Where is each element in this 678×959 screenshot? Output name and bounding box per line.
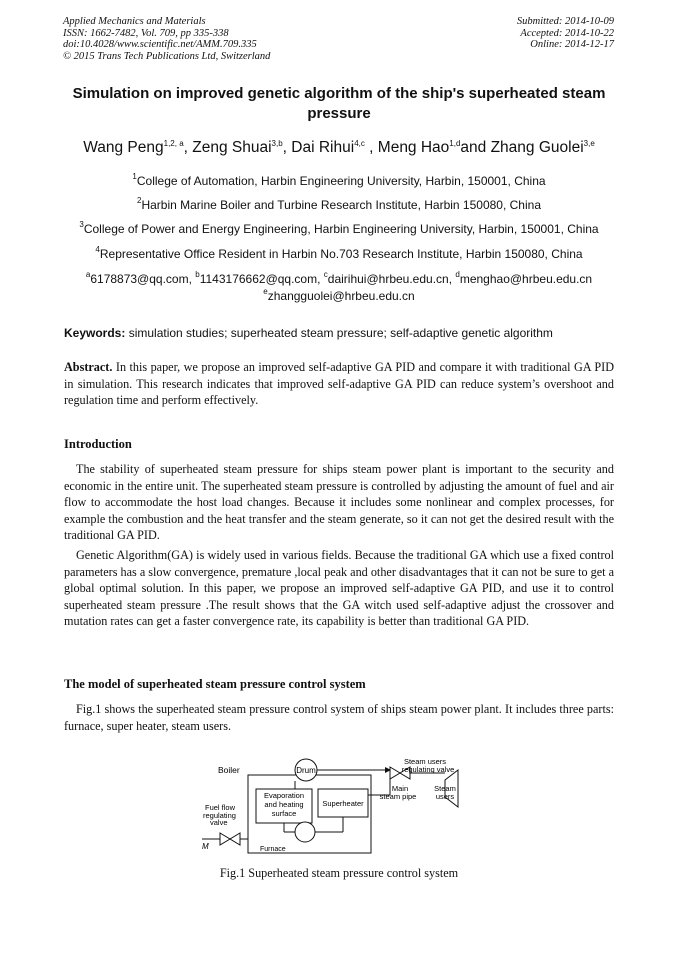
control-system-diagram — [200, 755, 490, 859]
affiliation-2 — [40, 198, 638, 212]
introduction-paragraph-2: Genetic Algorithm(GA) is widely used in various fields. Because the traditional GA which use a fixed control parameters has a slow convergence, premature ,local peak and other disadvantages that it can not be sure to get a global optimal solution. In this paper, we propose an improved self-adaptive GA PID, and use it to control superheated steam pressure .The result shows that the GA witch used self-adaptive adjust the crossover and mutation rates can get a faster convergence rate, its capability is better than traditional GA PID. — [64, 548, 614, 629]
accepted-date: Accepted: 2014-10-22 — [520, 27, 614, 39]
author-sup: 4,c — [354, 139, 365, 148]
keywords-label: Keywords: — [64, 326, 126, 340]
affiliation-num: 2 — [136, 196, 142, 205]
email-link[interactable]: 6178873@qq.com, — [90, 272, 196, 286]
online-date: Online: 2014-12-17 — [530, 39, 614, 50]
author-sep: , — [282, 139, 292, 156]
author-sep: , — [364, 139, 378, 156]
email-sup: c — [323, 270, 328, 279]
abstract-label: Abstract. — [64, 360, 113, 374]
email-sup: b — [195, 270, 200, 279]
superheater-label: Superheater — [322, 799, 364, 808]
affiliation-text: Representative Office Resident in Harbin No.703 Research Institute, Harbin 150080, China — [99, 247, 583, 261]
users-valve-label-1: Steam users — [403, 757, 447, 766]
steam-users-label-1: Steam — [434, 784, 456, 793]
copyright-line: © 2015 Trans Tech Publications Ltd, Switzerland — [63, 50, 271, 62]
affiliation-1 — [40, 174, 638, 188]
email-link[interactable]: dairihui@hrbeu.edu.cn, — [327, 272, 456, 286]
affiliation-4 — [40, 247, 638, 261]
author-sup: 1,2, a — [163, 139, 184, 148]
author-sep: , — [183, 139, 193, 156]
model-heading: The model of superheated steam pressure control system — [64, 677, 366, 691]
pump-circle — [295, 822, 315, 842]
paper-title: Simulation on improved genetic algorithm of the ship's superheated steam pressure — [72, 85, 606, 122]
author-sup: 3,b — [271, 139, 283, 148]
author-name: Dai Rihui — [291, 139, 355, 156]
author-list — [40, 138, 638, 158]
author-sup: 3,e — [583, 139, 595, 148]
m-label: M — [202, 842, 209, 851]
main-pipe-label-2: steam pipe — [379, 792, 417, 801]
issn-line: ISSN: 1662-7482, Vol. 709, pp 335-338 — [63, 27, 229, 39]
email-sup: d — [455, 270, 460, 279]
introduction-heading: Introduction — [64, 437, 132, 451]
figure-1 — [200, 755, 490, 864]
boiler-label: Boiler — [218, 765, 240, 775]
doi-line: doi:10.4028/www.scientific.net/AMM.709.335 — [63, 39, 257, 50]
evaporation-label-2: and heating — [264, 800, 304, 809]
affiliation-text: Harbin Marine Boiler and Turbine Research Institute, Harbin 150080, China — [141, 198, 541, 212]
keywords-text: simulation studies; superheated steam pressure; self-adaptive genetic algorithm — [125, 326, 553, 340]
email-sup: a — [85, 270, 91, 279]
keywords — [64, 326, 614, 340]
fuel-valve-label-1: Fuel flow — [205, 803, 236, 812]
abstract — [64, 359, 614, 409]
affiliation-num: 4 — [95, 245, 100, 254]
dates-header — [517, 16, 614, 51]
users-valve-label-2: regulating valve — [401, 765, 455, 774]
author-name: Zeng Shuai — [192, 139, 272, 156]
affiliation-num: 3 — [79, 220, 84, 229]
model-paragraph-1: Fig.1 shows the superheated steam pressure control system of ships steam power plant. It includes three parts: furnace, super heater, steam users. — [64, 702, 614, 733]
email-link[interactable]: 1143176662@qq.com, — [199, 272, 324, 286]
email-line-1 — [40, 272, 638, 286]
steam-users-label-2: users — [435, 792, 455, 801]
affiliation-num: 1 — [132, 172, 137, 181]
main-pipe-label-1: Main — [391, 784, 409, 793]
abstract-text: In this paper, we propose an improved self-adaptive GA PID and compare it with traditional GA PID in simulation. This research indicates that improved self-adaptive GA PID can reduce system’s overshoot and regulation time and perform effectively. — [64, 360, 614, 408]
email-sup: e — [263, 287, 268, 296]
email-link[interactable]: menghao@hrbeu.edu.cn — [459, 272, 593, 286]
evaporation-label-3: surface — [271, 809, 297, 818]
author-name: Meng Hao — [377, 139, 450, 156]
introduction-paragraph-1: The stability of superheated steam pressure for ships steam power plant is important to the security and economic in the entire unit. The superheated steam pressure is controlled by adjusting the amount of fuel and air flow to accommodate the host load changes. Because it includes some nonlinear and complex processes, for example the combustion and the heat transfer and the steam generate, so it can not get the desired result with the traditional GA PID. — [64, 462, 614, 543]
author-name: Wang Peng — [83, 139, 164, 156]
affiliation-text: College of Automation, Harbin Engineering University, Harbin, 150001, China — [136, 174, 546, 188]
affiliation-text: College of Power and Energy Engineering, Harbin Engineering University, Harbin, 150001, China — [83, 222, 599, 236]
drum-label: Drum — [296, 766, 316, 775]
affiliation-3 — [40, 222, 638, 236]
fuel-valve-label-3: valve — [210, 818, 228, 827]
author-name: Zhang Guolei — [490, 139, 584, 156]
furnace-label: Furnace — [260, 846, 286, 853]
journal-name: Applied Mechanics and Materials — [63, 16, 206, 27]
journal-header — [63, 16, 270, 62]
evaporation-label-1: Evaporation — [263, 791, 305, 800]
figure-caption: Fig.1 Superheated steam pressure control system — [219, 866, 459, 880]
submitted-date: Submitted: 2014-10-09 — [516, 16, 614, 27]
author-sup: 1,d — [449, 139, 461, 148]
fuel-valve-icon — [220, 833, 240, 845]
email-link[interactable]: zhangguolei@hrbeu.edu.cn — [267, 289, 415, 303]
email-line-2 — [40, 289, 638, 303]
fuel-valve-label-2: regulating — [203, 811, 236, 820]
author-sep: and — [460, 139, 491, 156]
